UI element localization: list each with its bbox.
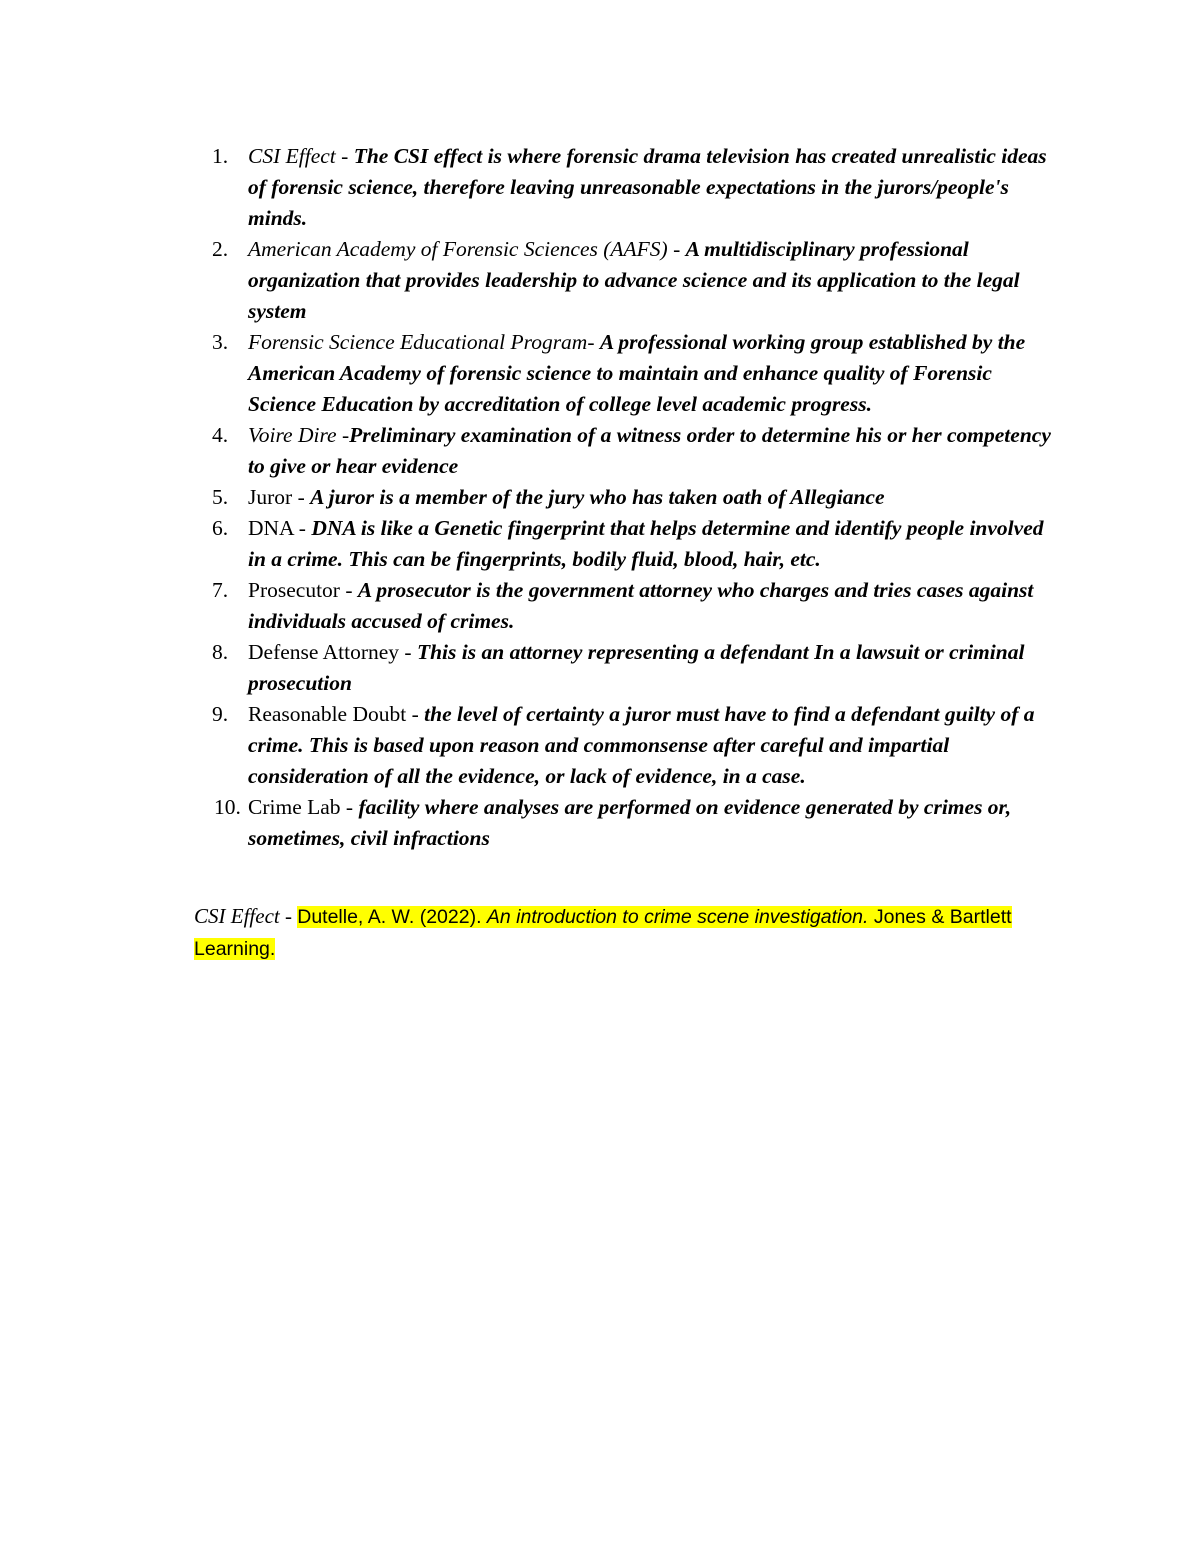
list-number: 4. [212, 423, 229, 447]
term-label: Juror [248, 485, 293, 509]
list-number: 8. [212, 640, 229, 664]
term-label: Voire Dire [248, 423, 337, 447]
term-separator: - [336, 423, 350, 447]
term-separator: - [406, 702, 425, 726]
list-item [200, 513, 1060, 575]
list-item [200, 482, 1060, 513]
term-definition: A juror is a member of the jury who has taken oath of Allegiance [310, 485, 885, 509]
list-number: 10. [214, 795, 241, 819]
term-definition: A prosecutor is the government attorney who charges and tries cases against individuals accused of crimes. [248, 578, 1034, 633]
list-item [200, 792, 1060, 854]
term-definition: This is an attorney representing a defendant In a lawsuit or criminal prosecution [248, 640, 1025, 695]
list-number: 5. [212, 485, 229, 509]
list-item [200, 575, 1060, 637]
term-label: Defense Attorney [248, 640, 400, 664]
term-label: American Academy of Forensic Sciences (AAFS) [248, 237, 668, 261]
term-separator: - [667, 237, 686, 261]
list-number: 2. [212, 237, 229, 261]
list-item [200, 637, 1060, 699]
term-label: Reasonable Doubt [248, 702, 407, 726]
citation-separator: - [279, 904, 298, 928]
term-label: Crime Lab [248, 795, 341, 819]
term-separator: - [335, 144, 354, 168]
term-separator: - [340, 795, 359, 819]
term-label: Prosecutor [248, 578, 340, 602]
list-number: 1. [212, 144, 229, 168]
list-item [200, 327, 1060, 420]
term-definition: DNA is like a Genetic fingerprint that helps determine and identify people involved in a crime. This can be fingerprints, bodily fluid, blood, hair, etc. [248, 516, 1044, 571]
term-label: CSI Effect [248, 144, 336, 168]
term-label: Forensic Science Educational Program [248, 330, 588, 354]
list-number: 6. [212, 516, 229, 540]
list-number: 3. [212, 330, 229, 354]
term-separator: - [292, 485, 311, 509]
term-separator: - [293, 516, 312, 540]
citation-publisher: Jones & Bartlett Learning. [194, 906, 1012, 960]
term-separator: - [399, 640, 417, 664]
citation-paragraph [194, 901, 1074, 965]
term-label: DNA [248, 516, 294, 540]
term-definition: A professional working group established by the American Academy of forensic science to maintain and enhance quality of Forensic Science Education by accreditation of college level academic progress. [248, 330, 1026, 416]
citation-author-year: Dutelle, A. W. (2022). [297, 906, 487, 928]
term-definition: the level of certainty a juror must have to find a defendant guilty of a crime. This is based upon reason and commonsense after careful and impartial consideration of all the evidence, or lack of evidence, in a case. [248, 702, 1035, 788]
list-number: 9. [212, 702, 229, 726]
term-definition: A multidisciplinary professional organization that provides leadership to advance science and its application to the legal system [248, 237, 1020, 323]
term-separator: - [339, 578, 358, 602]
list-item [200, 699, 1060, 792]
term-separator: - [587, 330, 600, 354]
list-item [200, 420, 1060, 482]
list-item [200, 141, 1060, 234]
citation-term: CSI Effect [194, 904, 280, 928]
list-item [200, 234, 1060, 327]
term-definition: The CSI effect is where forensic drama television has created unrealistic ideas of forensic science, therefore leaving unreasonable expectations in the jurors/people's minds. [248, 144, 1047, 230]
term-definition: facility where analyses are performed on evidence generated by crimes or, sometimes, civil infractions [248, 795, 1012, 850]
glossary-list [200, 141, 1060, 854]
term-definition: Preliminary examination of a witness order to determine his or her competency to give or hear evidence [248, 423, 1051, 478]
citation-title: An introduction to crime scene investigation. [486, 906, 869, 928]
list-number: 7. [212, 578, 229, 602]
